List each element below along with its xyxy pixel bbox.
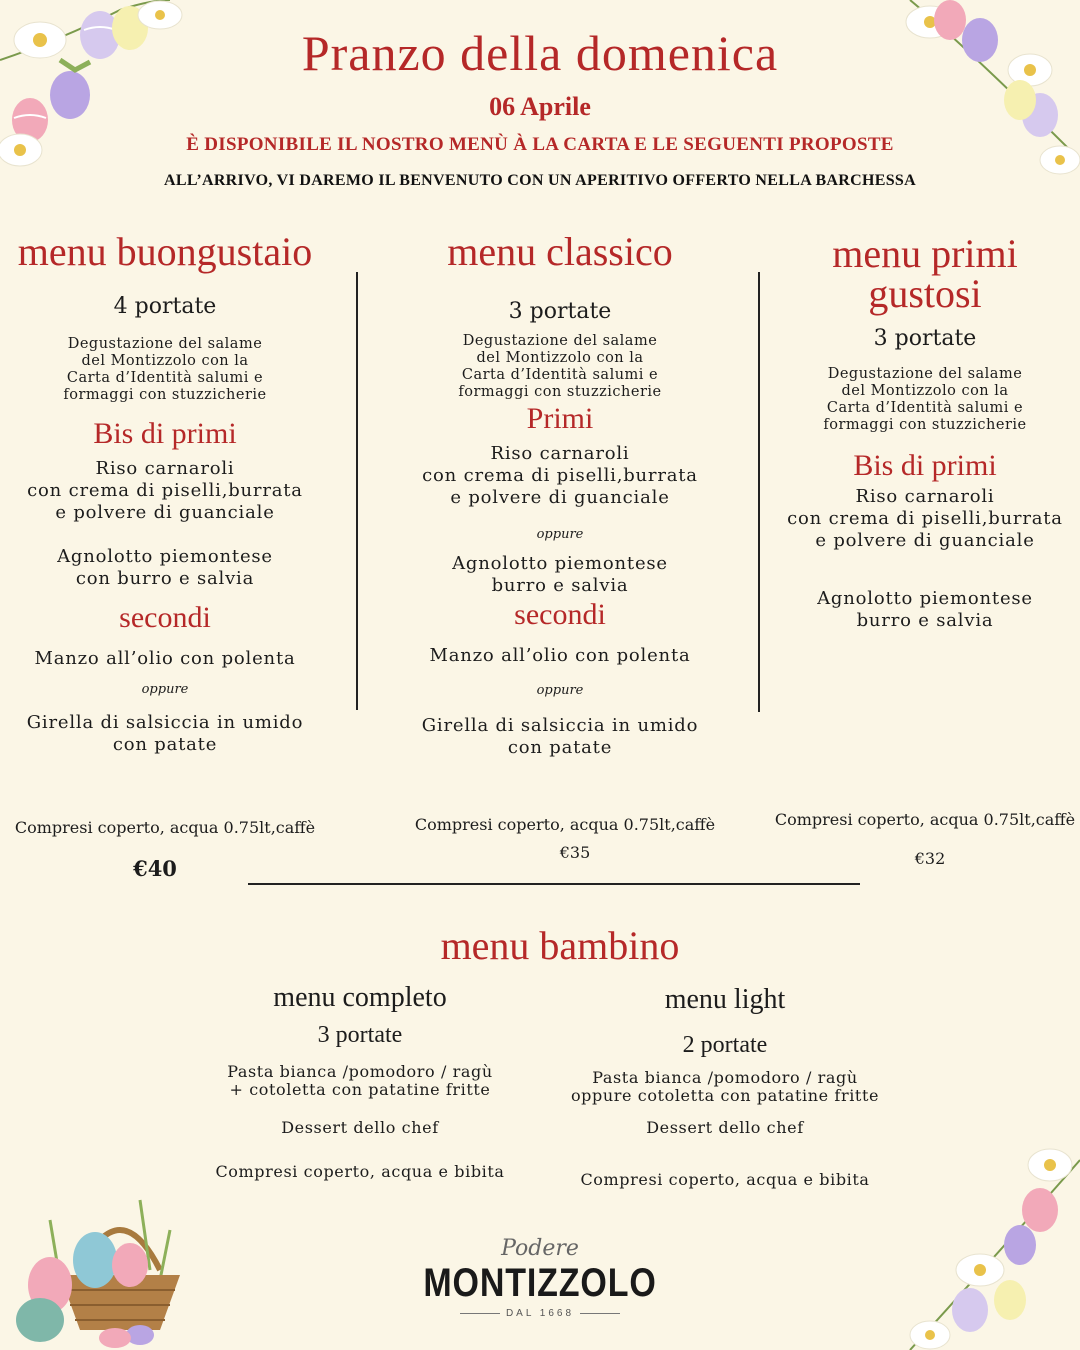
menu-classico-body	[390, 299, 730, 759]
kids-menu-title: menu bambino	[440, 923, 680, 968]
kids-menu-completo	[200, 982, 520, 1181]
section-heading: Bis di primi	[853, 449, 997, 482]
easter-basket-icon	[10, 1180, 210, 1350]
page-title: Pranzo della domenica	[301, 25, 779, 81]
kids-menu-subtitle: menu completo	[273, 982, 447, 1013]
oppure-label: oppure	[141, 682, 189, 697]
antipasto: Degustazione del salame del Montizzolo con la Carta d’Identità salumi e formaggi con stuzzicherie	[63, 336, 267, 403]
availability-note: È DISPONIBILE IL NOSTRO MENÙ À LA CARTA E LE SEGUENTI PROPOSTE	[186, 134, 894, 155]
dish: Riso carnaroli con crema di piselli,burrata e polvere di guanciale	[787, 486, 1063, 551]
kids-menu-light	[570, 984, 910, 1189]
included-note: Compresi coperto, acqua 0.75lt,caffè	[774, 810, 1076, 829]
menu-title: menu classico	[447, 229, 673, 274]
divider	[356, 272, 358, 710]
portate-count: 4 portate	[113, 294, 217, 319]
dish: Agnolotto piemontese burro e salvia	[452, 553, 668, 596]
logo	[390, 1236, 690, 1319]
menu-buongustaio-body	[5, 294, 325, 756]
price: €40	[133, 856, 177, 881]
menu-buongustaio	[5, 229, 325, 274]
menu-title: menu buongustaio	[17, 229, 313, 274]
oppure-label: oppure	[536, 527, 584, 542]
portate-count: 3 portate	[508, 299, 612, 324]
antipasto: Degustazione del salame del Montizzolo con la Carta d’Identità salumi e formaggi con stuzzicherie	[823, 366, 1027, 433]
price: €35	[559, 843, 591, 862]
included-note: Compresi coperto, acqua 0.75lt,caffè	[414, 815, 716, 834]
dish: Riso carnaroli con crema di piselli,burrata e polvere di guanciale	[422, 443, 698, 508]
dish: Pasta bianca /pomodoro / ragù + cotoletta con patatine fritte	[227, 1062, 493, 1099]
oppure-label: oppure	[536, 683, 584, 698]
divider	[758, 272, 760, 712]
menu-title-line: menu primi	[832, 231, 1018, 276]
section-heading: secondi	[119, 601, 211, 634]
dessert: Dessert dello chef	[646, 1118, 804, 1137]
portate-count: 3 portate	[317, 1022, 403, 1048]
menu-primi-gustosi	[770, 231, 1080, 316]
menu-primi-gustosi-body	[770, 326, 1080, 632]
included-note: Compresi coperto, acqua e bibita	[215, 1162, 505, 1181]
divider	[248, 883, 860, 885]
dessert: Dessert dello chef	[281, 1118, 439, 1137]
section-heading: Primi	[526, 402, 594, 435]
menu-title-line: gustosi	[868, 271, 982, 316]
dish: Girella di salsiccia in umido con patate	[26, 712, 304, 755]
logo-script: Podere	[501, 1236, 579, 1261]
menu-classico	[390, 229, 730, 274]
portate-count: 3 portate	[873, 326, 977, 351]
included-note: Compresi coperto, acqua 0.75lt,caffè	[14, 818, 316, 837]
arrival-note: ALL’ARRIVO, VI DAREMO IL BENVENUTO CON UN APERITIVO OFFERTO NELLA BARCHESSA	[164, 172, 916, 189]
dish: Manzo all’olio con polenta	[429, 645, 691, 666]
dish: Manzo all’olio con polenta	[34, 648, 296, 669]
included-note: Compresi coperto, acqua e bibita	[580, 1170, 870, 1189]
antipasto: Degustazione del salame del Montizzolo con la Carta d’Identità salumi e formaggi con stuzzicherie	[458, 333, 662, 400]
dish: Riso carnaroli con crema di piselli,burrata e polvere di guanciale	[27, 458, 303, 523]
dish: Agnolotto piemontese burro e salvia	[817, 588, 1033, 631]
logo-since: DAL 1668	[505, 1308, 575, 1319]
dish: Girella di salsiccia in umido con patate	[421, 715, 699, 758]
portate-count: 2 portate	[682, 1032, 768, 1058]
dish: Agnolotto piemontese con burro e salvia	[57, 546, 273, 589]
event-date: 06 Aprile	[489, 92, 591, 121]
logo-name: MONTIZZOLO	[423, 1261, 657, 1305]
dish: Pasta bianca /pomodoro / ragù oppure cotoletta con patatine fritte	[570, 1068, 880, 1105]
easter-flowers-bottom-right-icon	[890, 1140, 1080, 1350]
section-heading: secondi	[514, 598, 606, 631]
section-heading: Bis di primi	[93, 417, 237, 450]
kids-menu-subtitle: menu light	[664, 984, 786, 1015]
price: €32	[914, 849, 946, 868]
